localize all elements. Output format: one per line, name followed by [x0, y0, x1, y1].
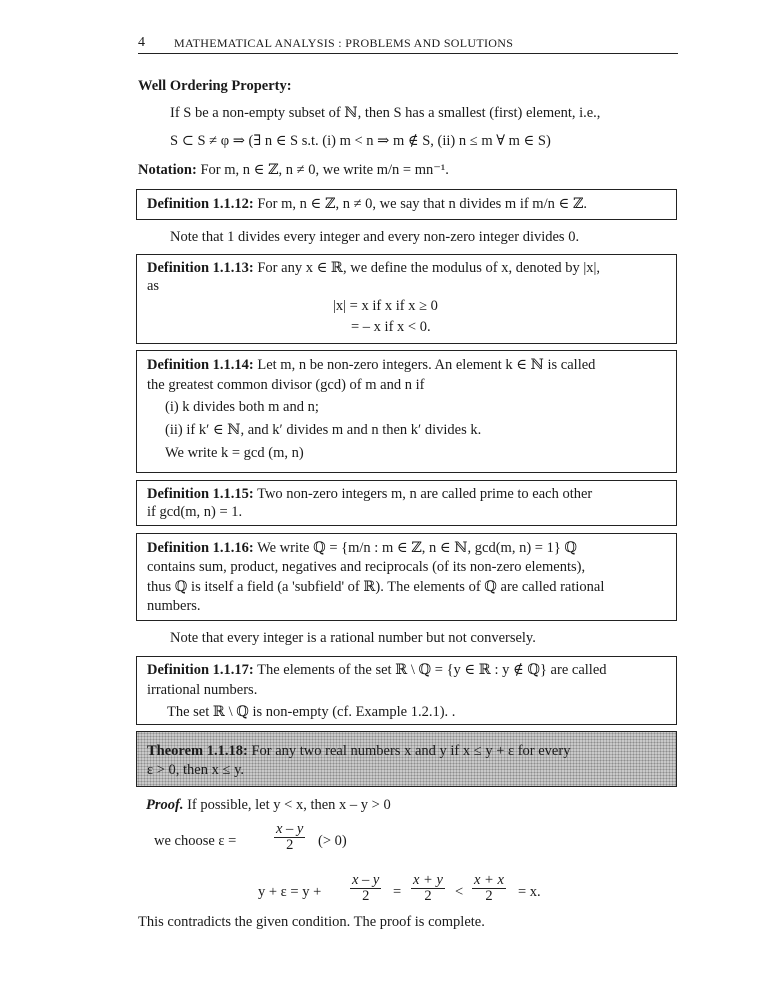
proof-conclusion: This contradicts the given condition. The proof is complete.: [138, 914, 485, 930]
modulus-case-2: = – x if x < 0.: [351, 319, 431, 335]
definition-1-1-12-box: [136, 189, 677, 220]
gcd-condition-1: (i) k divides both m and n;: [165, 399, 319, 415]
equals-sign: =: [393, 884, 402, 900]
definition-text: Two non-zero integers m, n are called prime to each other: [253, 486, 593, 502]
epsilon-fraction: [274, 822, 305, 853]
definition-label: Definition 1.1.15:: [147, 486, 254, 502]
definition-1-1-17-box: [136, 656, 677, 725]
note-divides: Note that 1 divides every integer and every non-zero integer divides 0.: [170, 229, 580, 245]
page-number: 4: [138, 35, 145, 50]
definition-1-1-15: [147, 486, 592, 503]
fraction-numerator: x + x: [474, 872, 504, 888]
inequality-lhs: y + ε = y +: [258, 884, 322, 900]
fraction-numerator: x + y: [413, 872, 443, 888]
theorem-label: Theorem 1.1.18:: [147, 743, 248, 759]
theorem-1-1-18-box: [136, 731, 677, 787]
gcd-condition-2: (ii) if k′ ∈ ℕ, and k′ divides m and n then k′ divides k.: [165, 422, 482, 438]
definition-1-1-13: [147, 260, 600, 277]
definition-text: For m, n ∈ ℤ, n ≠ 0, we say that n divides m if m/n ∈ ℤ.: [253, 196, 588, 212]
definition-1-1-14-box: [136, 350, 677, 473]
definition-text: For any x ∈ ℝ, we define the modulus of x, denoted by |x|,: [253, 260, 601, 276]
definition-label: Definition 1.1.16:: [147, 540, 254, 556]
definition-1-1-15-box: [136, 480, 677, 526]
inequality-result: = x.: [518, 884, 541, 900]
epsilon-positive: (> 0): [318, 833, 347, 849]
well-ordering-heading: Well Ordering Property:: [138, 78, 292, 94]
definition-label: Definition 1.1.14:: [147, 357, 254, 373]
definition-label: Definition 1.1.17:: [147, 662, 254, 678]
definition-text: Let m, n be non-zero integers. An element k ∈ ℕ is called: [253, 357, 596, 373]
definition-text-4: numbers.: [147, 598, 201, 614]
definition-text-2: contains sum, product, negatives and reciprocals (of its non-zero elements),: [147, 559, 586, 575]
definition-text: The elements of the set ℝ \ ℚ = {y ∈ ℝ : y ∉ ℚ} are called: [253, 662, 607, 678]
definition-1-1-16: [147, 540, 577, 557]
modulus-case-1: |x| = x if x if x ≥ 0: [333, 298, 438, 314]
well-ordering-line2: S ⊂ S ≠ φ ⇒ (∃ n ∈ S s.t. (i) m < n ⇒ m ∉ S, (ii) n ≤ m ∀ m ∈ S): [170, 133, 551, 149]
definition-text-3: thus ℚ is itself a field (a 'subfield' of ℝ). The elements of ℚ are called rational: [147, 579, 605, 595]
less-than-sign: <: [455, 884, 464, 900]
notation-text: For m, n ∈ ℤ, n ≠ 0, we write m/n = mn⁻¹.: [196, 162, 449, 178]
definition-text-2: if gcd(m, n) = 1.: [147, 504, 243, 520]
fraction-denominator: 2: [350, 888, 381, 904]
definition-1-1-16-box: [136, 533, 677, 621]
definition-label: Definition 1.1.12:: [147, 196, 254, 212]
theorem-text: For any two real numbers x and y if x ≤ y + ε for every: [247, 743, 571, 759]
proof-text: If possible, let y < x, then x – y > 0: [183, 797, 391, 813]
fraction-denominator: 2: [472, 888, 506, 904]
gcd-notation: We write k = gcd (m, n): [165, 445, 304, 461]
theorem-1-1-18: [147, 743, 570, 760]
definition-1-1-12: [147, 196, 587, 213]
fraction-1: [350, 873, 381, 904]
fraction-numerator: x – y: [352, 872, 380, 888]
fraction-numerator: x – y: [276, 821, 304, 837]
well-ordering-line1: If S be a non-empty subset of ℕ, then S has a smallest (first) element, i.e.,: [170, 105, 601, 121]
running-header: [138, 33, 678, 54]
choose-epsilon: we choose ε =: [154, 833, 237, 849]
definition-text-2: the greatest common divisor (gcd) of m and n if: [147, 377, 425, 393]
note-rational: Note that every integer is a rational number but not conversely.: [170, 630, 536, 646]
definition-text-3: The set ℝ \ ℚ is non-empty (cf. Example 1.2.1). .: [167, 704, 456, 720]
fraction-denominator: 2: [411, 888, 445, 904]
running-title: MATHEMATICAL ANALYSIS : PROBLEMS AND SOLUTIONS: [174, 36, 514, 50]
definition-1-1-17: [147, 662, 607, 679]
definition-label: Definition 1.1.13:: [147, 260, 254, 276]
fraction-3: [472, 873, 506, 904]
proof-start: [146, 797, 391, 814]
fraction-denominator: 2: [274, 837, 305, 853]
definition-1-1-13-box: [136, 254, 677, 344]
definition-text: We write ℚ = {m/n : m ∈ ℤ, n ∈ ℕ, gcd(m, n) = 1} ℚ: [253, 540, 578, 556]
proof-label: Proof.: [146, 797, 184, 813]
theorem-text-2: ε > 0, then x ≤ y.: [147, 762, 244, 778]
definition-1-1-14: [147, 357, 595, 374]
definition-text-2: irrational numbers.: [147, 682, 258, 698]
notation-label: Notation:: [138, 162, 197, 178]
fraction-2: [411, 873, 445, 904]
notation: [138, 162, 449, 179]
definition-text-2: as: [147, 278, 160, 294]
